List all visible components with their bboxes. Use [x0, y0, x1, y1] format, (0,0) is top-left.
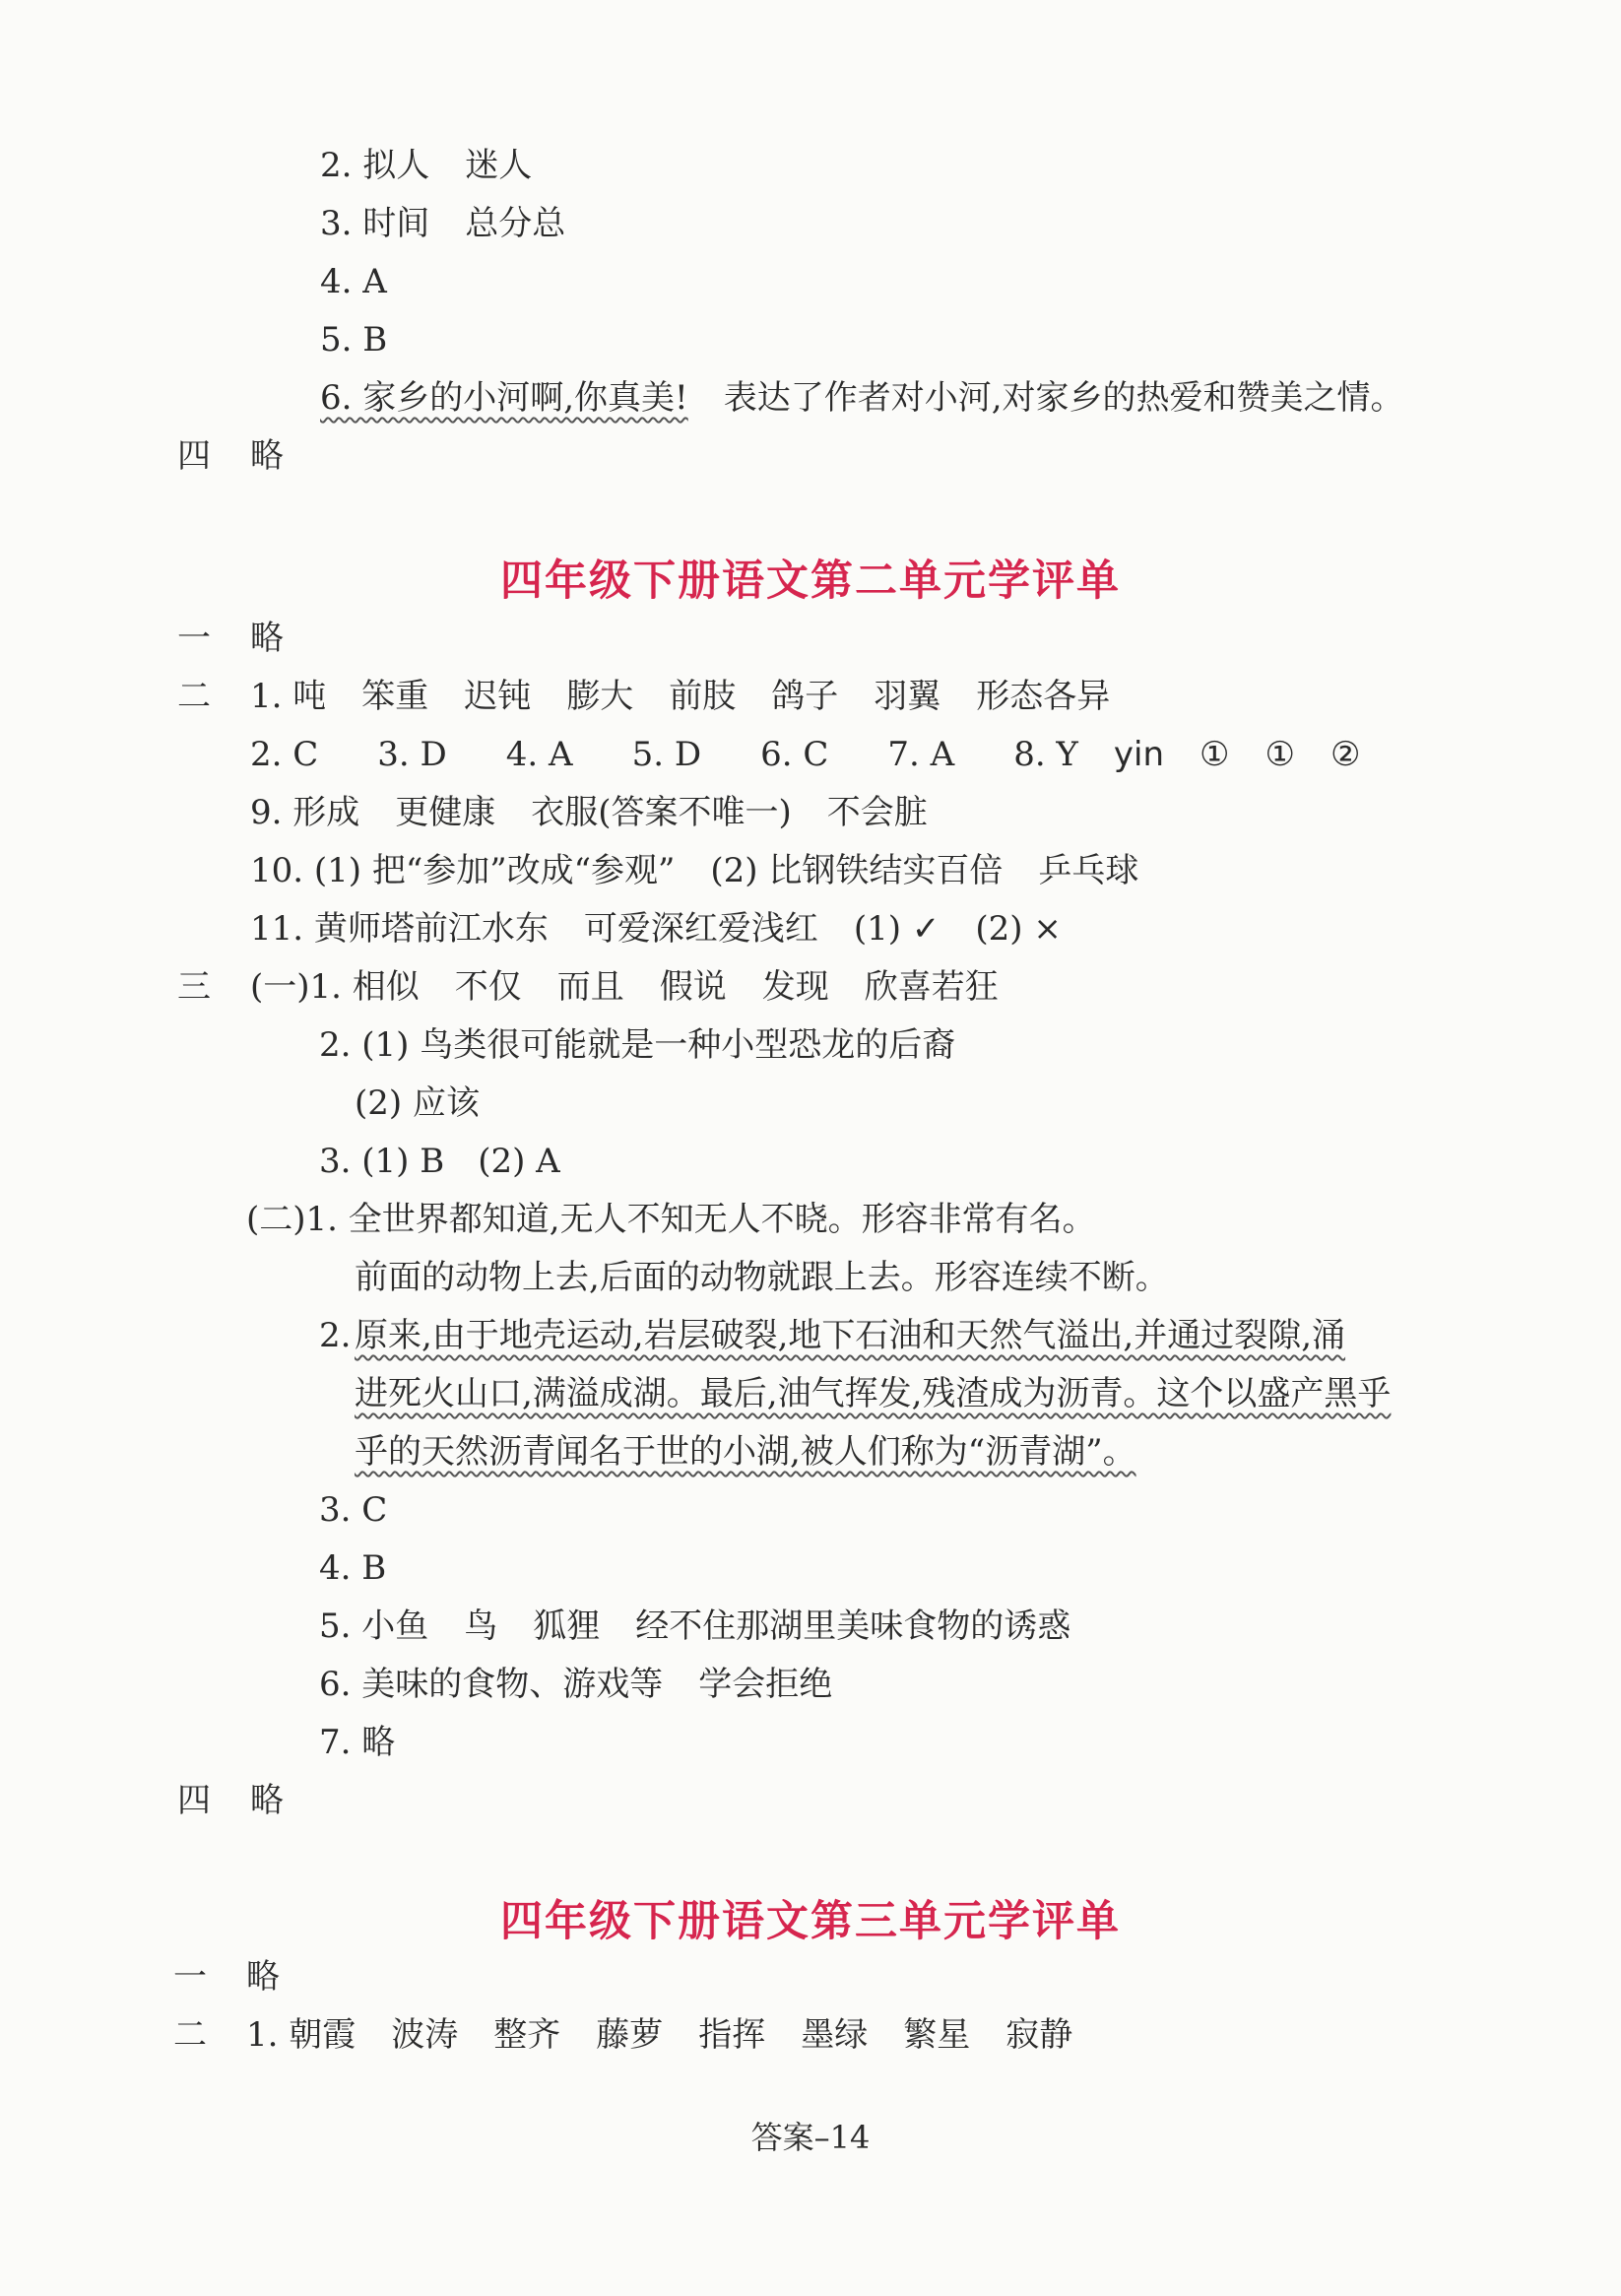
section-number: 二: [173, 2015, 207, 2055]
answer-text: 假说: [659, 967, 727, 1007]
answer-line: [246, 1198, 1096, 1241]
answer-text: ①: [1264, 735, 1295, 774]
answer-line: [319, 1023, 955, 1067]
answer-text: 4. A: [505, 735, 573, 774]
answer-text: 波涛: [391, 2015, 459, 2055]
answer-text: 前肢: [669, 677, 737, 716]
answer-text: ①: [1200, 735, 1230, 774]
answer-line: [250, 849, 1138, 892]
answer-text: (二)1. 全世界都知道,无人不知无人不晓。形容非常有名。: [246, 1200, 1096, 1239]
answer-line: [320, 318, 387, 361]
answer-text: (2) 应该: [355, 1083, 480, 1123]
answer-text: 2. C: [250, 735, 319, 774]
answer-text: 鸽子: [771, 677, 839, 716]
answer-text: 墨绿: [801, 2015, 869, 2055]
section-line: [177, 1779, 284, 1822]
answer-line: [320, 260, 387, 303]
answer-text: 不会脏: [826, 793, 928, 832]
answer-text: 2. 拟人: [320, 146, 430, 185]
answer-text: 5. D: [631, 735, 702, 774]
unit-title: 四年级下册语文第三单元学评单: [500, 1897, 1121, 1946]
answer-text: (一)1. 相似: [250, 967, 420, 1007]
answer-text: 3. C: [319, 1490, 388, 1530]
section-line: [177, 434, 284, 478]
section-line: [173, 1955, 280, 1999]
section-line: [177, 675, 1110, 718]
answer-text: 欣喜若狂: [864, 967, 999, 1007]
answer-text: 经不住那湖里美味食物的诱惑: [635, 1607, 1071, 1646]
answer-text: 1. 吨: [250, 677, 327, 716]
answer-text: 9. 形成: [250, 793, 360, 832]
answer-text: ②: [1329, 735, 1361, 774]
section-number: 一: [173, 1957, 207, 1997]
answer-line: [320, 202, 565, 245]
answer-text: 乒乓球: [1038, 851, 1139, 890]
underlined-answer: 进死火山口,满溢成湖。最后,油气挥发,残渣成为沥青。这个以盛产黑乎: [355, 1374, 1392, 1413]
answer-line: [355, 1256, 1169, 1299]
answer-text: 狐狸: [533, 1607, 601, 1646]
answer-text: 形态各异: [976, 677, 1111, 716]
answer-text: 3. D: [377, 735, 447, 774]
answer-text: 可爱深红爱浅红: [583, 909, 818, 949]
answer-line: [250, 733, 1360, 776]
answer-text: 10. (1) 把“参加”改成“参观”: [250, 851, 676, 890]
answer-text: 寂静: [1005, 2015, 1073, 2055]
section-line: [177, 965, 999, 1009]
section-line: [177, 617, 284, 660]
answer-text: 1. 朝霞: [246, 2015, 357, 2055]
answer-text: 学会拒绝: [698, 1665, 833, 1704]
answer-line: [319, 1721, 395, 1764]
answer-text: 2.: [319, 1316, 352, 1355]
answer-line: [355, 1082, 480, 1125]
answer-text: (2) 比钢铁结实百倍: [710, 851, 1004, 890]
section-number: 三: [177, 967, 211, 1007]
answer-text: 迷人: [465, 146, 533, 185]
answer-text: 总分总: [465, 204, 566, 243]
answer-text: 略: [250, 1781, 284, 1820]
answer-line: [319, 1314, 1345, 1357]
section-number: 一: [177, 619, 211, 658]
answer-line: [319, 1605, 1070, 1648]
answer-text: (1) ✓: [853, 909, 940, 949]
answer-line: [319, 1140, 560, 1183]
answer-text: 4. B: [319, 1548, 387, 1588]
answer-text: 笨重: [361, 677, 429, 716]
answer-text: 6. 美味的食物、游戏等: [319, 1665, 664, 1704]
answer-text: 略: [246, 1957, 280, 1997]
underlined-answer: 乎的天然沥青闻名于世的小湖,被人们称为“沥青湖”。: [355, 1432, 1136, 1472]
answer-line: [250, 791, 928, 834]
answer-text: 藤萝: [596, 2015, 664, 2055]
section-number: 四: [177, 436, 211, 476]
answer-text: 4. A: [320, 262, 387, 301]
answer-text: 8. Y: [1013, 735, 1078, 774]
section-number: 二: [177, 677, 211, 716]
answer-text: 羽翼: [874, 677, 941, 716]
answer-text: 略: [250, 619, 284, 658]
answer-text: 整齐: [493, 2015, 561, 2055]
answer-text: 7. 略: [319, 1723, 396, 1762]
answer-text: 5. B: [320, 320, 388, 360]
answer-text: 表达了作者对小河,对家乡的热爱和赞美之情。: [723, 378, 1404, 418]
answer-line: [320, 376, 1404, 420]
answer-line: [319, 1546, 386, 1590]
answer-text: 迟钝: [464, 677, 532, 716]
answer-line: [319, 1663, 832, 1706]
answer-line: [250, 907, 1062, 951]
answer-line: [320, 144, 532, 187]
answer-line: [355, 1372, 1391, 1415]
pinyin-text: yin: [1113, 735, 1165, 774]
unit-title: 四年级下册语文第二单元学评单: [500, 557, 1121, 606]
answer-text: 衣服(答案不唯一): [531, 793, 792, 832]
answer-text: 不仅: [454, 967, 522, 1007]
answer-text: 3. (1) B (2) A: [319, 1142, 560, 1181]
answer-text: 7. A: [887, 735, 955, 774]
answer-text: 而且: [556, 967, 624, 1007]
answer-text: 更健康: [395, 793, 496, 832]
page-number: 答案–14: [750, 2119, 871, 2156]
answer-line: [319, 1488, 387, 1532]
answer-text: 发现: [761, 967, 829, 1007]
answer-text: 3. 时间: [320, 204, 430, 243]
answer-text: 前面的动物上去,后面的动物就跟上去。形容连续不断。: [355, 1258, 1169, 1297]
answer-text: 2. (1) 鸟类很可能就是一种小型恐龙的后裔: [319, 1025, 956, 1065]
answer-text: 5. 小鱼: [319, 1607, 429, 1646]
underlined-answer: 6. 家乡的小河啊,你真美!: [320, 378, 688, 418]
answer-text: 略: [250, 436, 284, 476]
answer-text: 鸟: [464, 1607, 498, 1646]
answer-text: 指挥: [698, 2015, 766, 2055]
answer-text: 繁星: [903, 2015, 971, 2055]
answer-line: [355, 1430, 1136, 1474]
answer-text: (2) ×: [975, 909, 1062, 949]
section-line: [173, 2013, 1072, 2057]
answer-text: 膨大: [566, 677, 634, 716]
answer-text: 11. 黄师塔前江水东: [250, 909, 549, 949]
section-number: 四: [177, 1781, 211, 1820]
underlined-answer: 原来,由于地壳运动,岩层破裂,地下石油和天然气溢出,并通过裂隙,涌: [355, 1316, 1346, 1355]
answer-text: 6. C: [760, 735, 829, 774]
